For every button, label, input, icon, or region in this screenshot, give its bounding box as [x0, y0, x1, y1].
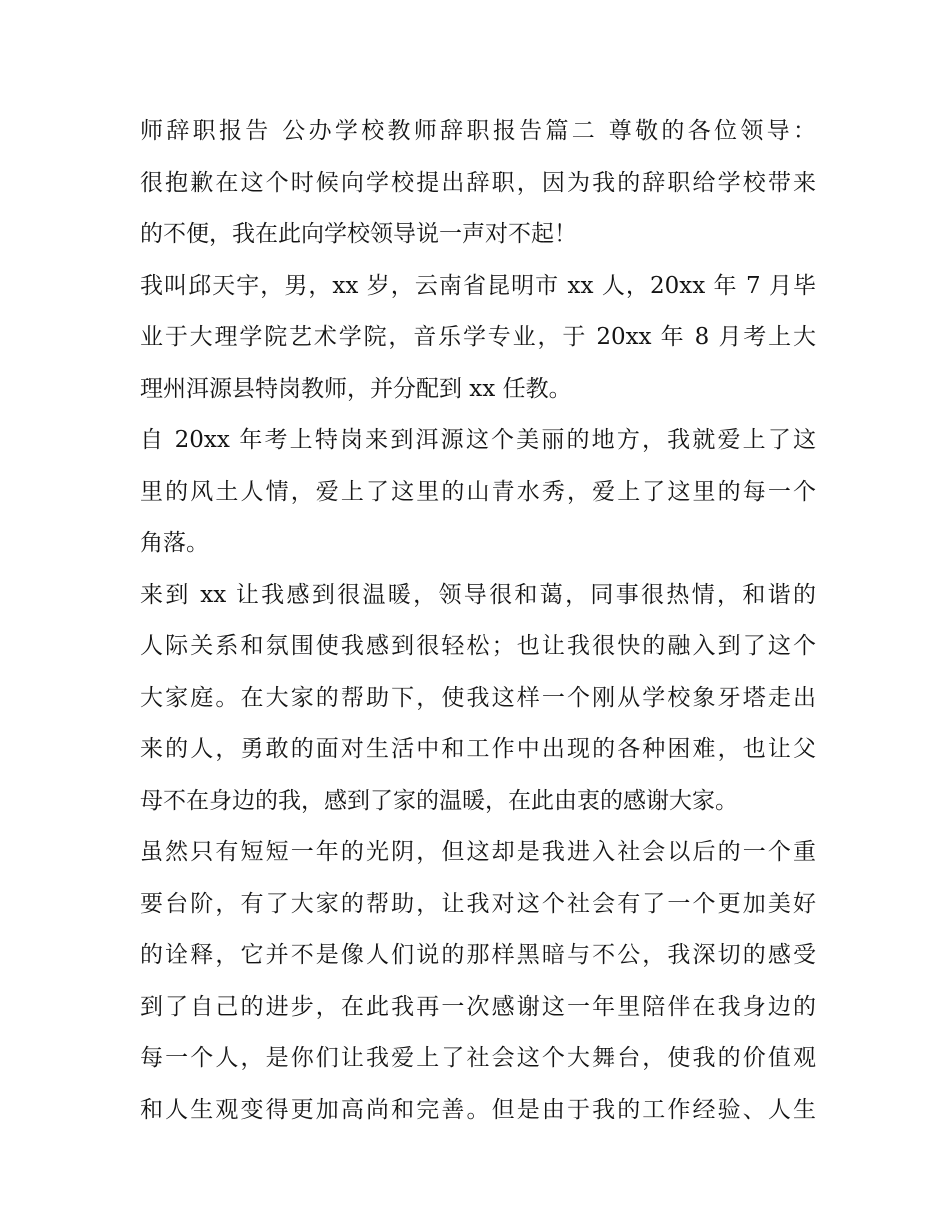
- text-line: 要台阶，有了大家的帮助，让我对这个社会有了一个更加美好: [140, 890, 816, 917]
- text-line: 师辞职报告 公办学校教师辞职报告篇二 尊敬的各位领导：: [140, 118, 816, 144]
- text-line: 人际关系和氛围使我感到很轻松；也让我很快的融入到了这个: [140, 633, 816, 659]
- document-body: [140, 106, 816, 1136]
- text-line: 母不在身边的我，感到了家的温暖，在此由衷的感谢大家。: [140, 787, 738, 814]
- text-line: 自 20xx 年考上特岗来到洱源这个美丽的地方，我就爱上了这: [140, 427, 816, 453]
- text-line: 每一个人，是你们让我爱上了社会这个大舞台，使我的价值观: [140, 1045, 816, 1071]
- text-line: 理州洱源县特岗教师，并分配到 xx 任教。: [140, 375, 572, 402]
- text-line: 的不便，我在此向学校领导说一声对不起！: [140, 221, 577, 247]
- text-line: 的诠释，它并不是像人们说的那样黑暗与不公，我深切的感受: [140, 942, 816, 968]
- text-line: 到了自己的进步，在此我再一次感谢这一年里陪伴在我身边的: [140, 993, 816, 1020]
- text-line: 角落。: [140, 530, 209, 556]
- text-line: 我叫邱天宇，男，xx 岁，云南省昆明市 xx 人，20xx 年 7 月毕: [140, 272, 816, 299]
- text-line: 业于大理学院艺术学院，音乐学专业，于 20xx 年 8 月考上大: [140, 324, 816, 350]
- text-line: 和人生观变得更加高尚和完善。但是由于我的工作经验、人生: [140, 1096, 816, 1123]
- text-line: 大家庭。在大家的帮助下，使我这样一个刚从学校象牙塔走出: [140, 684, 816, 711]
- text-line: 虽然只有短短一年的光阴，但这却是我进入社会以后的一个重: [140, 839, 816, 865]
- text-line: 来的人，勇敢的面对生活中和工作中出现的各种困难，也让父: [140, 736, 816, 762]
- text-line: 里的风土人情，爱上了这里的山青水秀，爱上了这里的每一个: [140, 478, 816, 505]
- text-line: 来到 xx 让我感到很温暖，领导很和蔼，同事很热情，和谐的: [140, 581, 816, 608]
- text-line: 很抱歉在这个时候向学校提出辞职，因为我的辞职给学校带来: [140, 169, 816, 196]
